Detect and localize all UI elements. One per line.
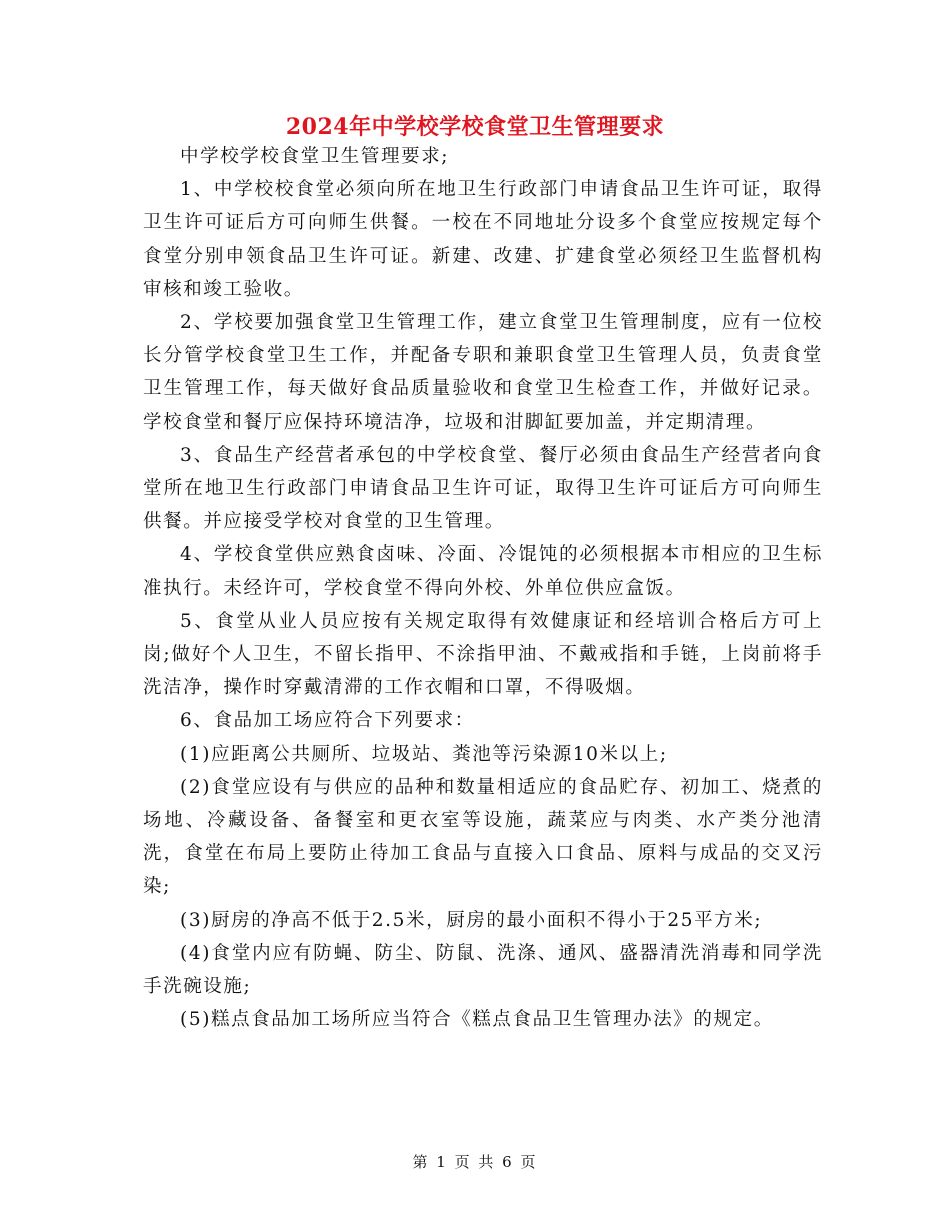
paragraph-3: 3、食品生产经营者承包的中学校食堂、餐厅必须由食品生产经营者向食堂所在地卫生行政部门申请食品卫生许可证，取得卫生许可证后方可向师生供餐。并应接受学校对食堂的卫生管理。 [143, 444, 823, 533]
paragraph-4: 4、学校食堂供应熟食卤味、冷面、冷馄饨的必须根据本市相应的卫生标准执行。未经许可，学校食堂不得向外校、外单位供应盒饭。 [143, 544, 823, 599]
page-indicator: 第 1 页 共 6 页 [412, 1153, 538, 1171]
document-body [143, 140, 823, 1036]
paragraph-intro: 中学校学校食堂卫生管理要求; [180, 146, 450, 167]
document-title: 2024年中学校学校食堂卫生管理要求 [285, 114, 665, 140]
paragraph-1: 1、中学校校食堂必须向所在地卫生行政部门申请食品卫生许可证，取得卫生许可证后方可向师生供餐。一校在不同地址分设多个食堂应按规定每个食堂分别申领食品卫生许可证。新建、改建、扩建食堂必须经卫生监督机构审核和竣工验收。 [143, 179, 823, 300]
paragraph-5: 5、食堂从业人员应按有关规定取得有效健康证和经培训合格后方可上岗;做好个人卫生，不留长指甲、不涂指甲油、不戴戒指和手链，上岗前将手洗洁净，操作时穿戴清滞的工作衣帽和口罩，不得吸烟。 [143, 610, 823, 699]
list-item-6-5: (5)糕点食品加工场所应当符合《糕点食品卫生管理办法》的规定。 [180, 1009, 774, 1031]
paragraph-2: 2、学校要加强食堂卫生管理工作，建立食堂卫生管理制度，应有一位校长分管学校食堂卫生工作，并配备专职和兼职食堂卫生管理人员，负责食堂卫生管理工作，每天做好食品质量验收和食堂卫生检查工作，并做好记录。学校食堂和餐厅应保持环境洁净，垃圾和泔脚缸要加盖，并定期清理。 [143, 312, 823, 433]
list-item-6-1: (1)应距离公共厕所、垃圾站、粪池等污染源10米以上; [180, 743, 668, 765]
list-item-6-3: (3)厨房的净高不低于2.5米，厨房的最小面积不得小于25平方米; [180, 909, 763, 931]
list-item-6-2: (2)食堂应设有与供应的品种和数量相适应的食品贮存、初加工、烧煮的场地、冷藏设备、备餐室和更衣室等设施，蔬菜应与肉类、水产类分池清洗，食堂在布局上要防止待加工食品与直接入口食品、原料与成品的交叉污染; [143, 776, 823, 898]
list-item-6-4: (4)食堂内应有防蝇、防尘、防鼠、洗涤、通风、盛器清洗消毒和同学洗手洗碗设施; [143, 942, 823, 998]
paragraph-6: 6、食品加工场应符合下列要求： [180, 710, 475, 732]
